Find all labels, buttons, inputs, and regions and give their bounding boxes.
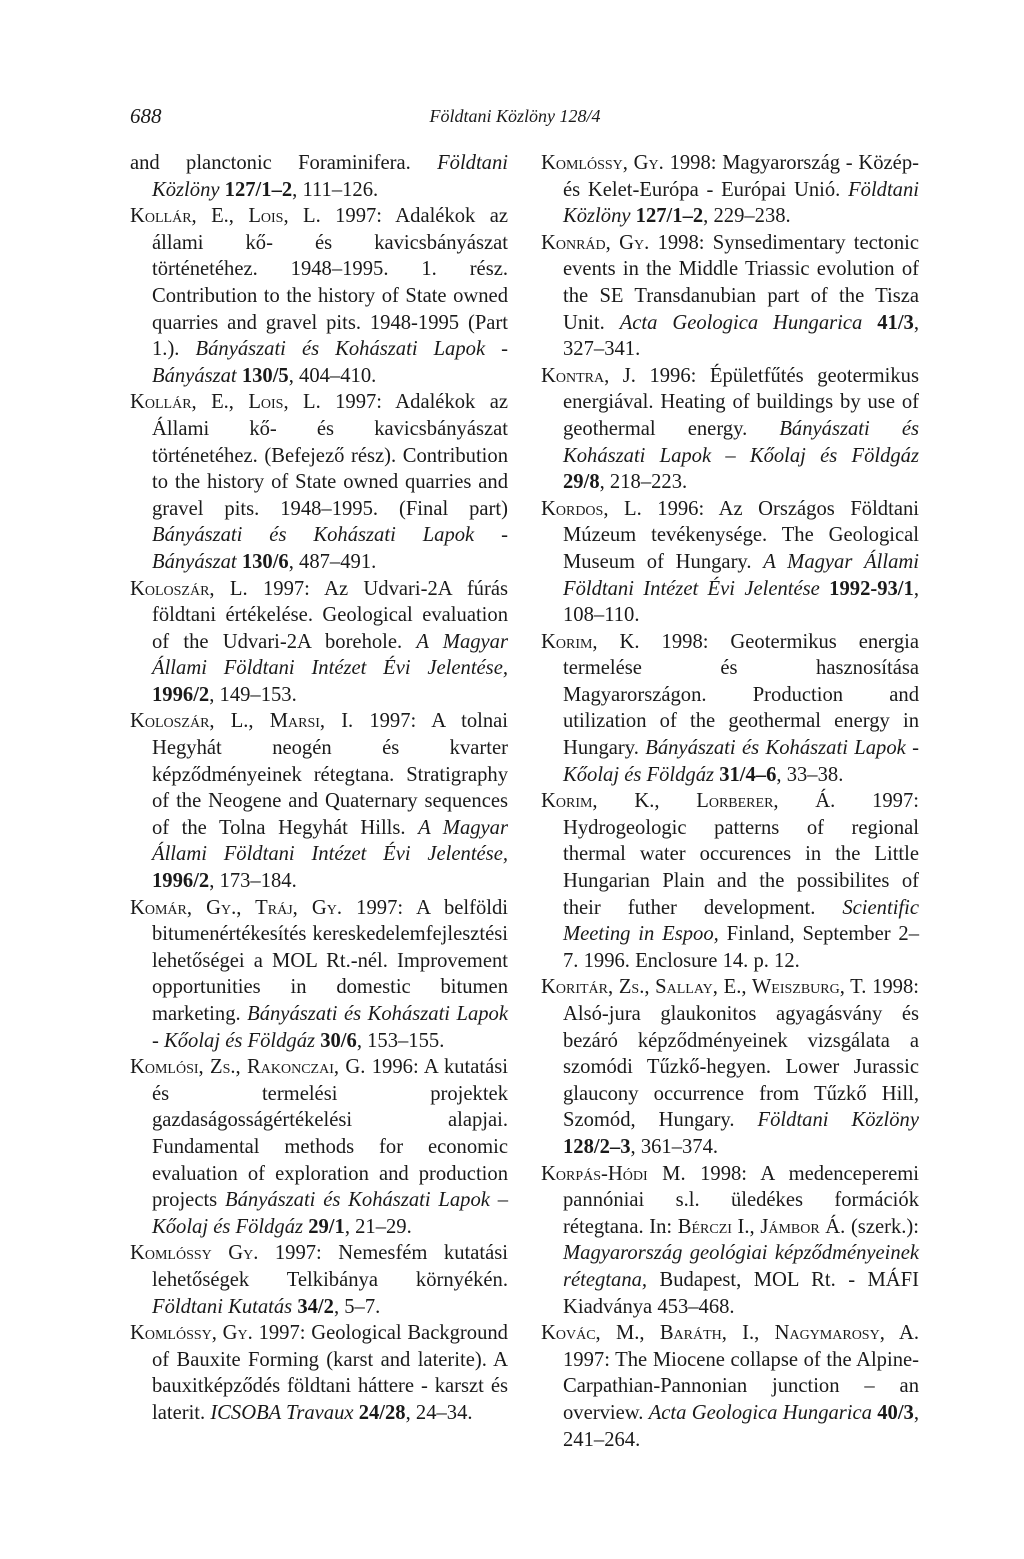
reference-journal: Magyarország geológiai képződményeinek rétegtana,	[563, 1242, 919, 1291]
reference-journal: Bányászati és Kohászati Lapok – Kőolaj és Földgáz	[152, 1189, 508, 1238]
reference-text: 1998: Magyarország - Közép- és Kelet-Európa - Európai Unió.	[563, 152, 919, 201]
reference-volume: 30/6	[320, 1029, 357, 1052]
reference-entry	[541, 1161, 919, 1321]
reference-authors: Korpás-Hódi M.	[541, 1162, 686, 1185]
reference-entry	[130, 1054, 508, 1240]
reference-entry	[541, 629, 919, 789]
reference-text: 1998: Geotermikus energia termelése és hasznosítása Magyarországon. Production and utilization of the geothermal energy in Hungary.	[563, 630, 919, 760]
reference-entry	[130, 1240, 508, 1320]
reference-volume: 130/6	[241, 550, 289, 573]
reference-authors: Komlósi, Zs., Rakonczai, G.	[130, 1056, 366, 1079]
reference-text: , 241–264.	[563, 1401, 920, 1451]
reference-authors: Komlóssy, Gy.	[541, 152, 664, 174]
reference-text: , 229–238.	[703, 205, 791, 228]
reference-authors: Koritár, Zs., Sallay, E., Weiszburg, T.	[541, 976, 867, 999]
reference-journal: ICSOBA Travaux	[210, 1401, 359, 1424]
reference-entry	[541, 230, 919, 363]
reference-text: , 327–341.	[563, 311, 919, 361]
reference-authors: Kollár, E., Lois, L.	[130, 205, 321, 228]
reference-text: 1997: Adalékok az állami kő- és kavicsbányászat történetéhez. 1948–1995. 1. rész. Contribution to the history of State owned quarries and gravel pits. 1948-1995 (Part 1.).	[152, 205, 508, 361]
reference-text: and planctonic Foraminifera.	[130, 152, 438, 174]
reference-text: , 361–374.	[630, 1135, 719, 1158]
reference-text: 1997: The Miocene collapse of the Alpine-Carpathian-Pannonian junction – an overview.	[563, 1348, 919, 1424]
reference-text: 1997: Nemesfém kutatási lehetőségek Telkibánya környékén.	[152, 1242, 508, 1291]
reference-journal: Földtani Közlöny	[152, 152, 508, 201]
page-number: 688	[130, 104, 162, 128]
reference-entry	[541, 150, 919, 230]
reference-entry	[130, 576, 508, 709]
reference-text: Finland, September 2–7. 1996. Enclosure 14. p. 12.	[563, 923, 919, 972]
reference-entry	[541, 788, 919, 974]
reference-volume: 1992-93/1	[829, 577, 914, 600]
reference-volume: 1996/2	[152, 683, 210, 706]
reference-text: , 21–29.	[344, 1215, 412, 1238]
reference-entry	[541, 1320, 919, 1453]
reference-entry	[541, 496, 919, 629]
running-head-journal-title: Földtani Közlöny 128/4	[429, 106, 601, 126]
reference-journal: Földtani Közlöny	[757, 1109, 919, 1132]
reference-journal: Bányászati és Kohászati Lapok - Bányászat	[152, 524, 508, 573]
reference-journal: Acta Geologica Hungarica	[619, 311, 878, 334]
reference-text: , 173–184.	[209, 870, 297, 893]
reference-entry	[130, 1320, 508, 1426]
reference-text: , 24–34.	[405, 1401, 473, 1424]
reference-volume: 24/28	[358, 1401, 406, 1424]
reference-volume: 34/2	[297, 1295, 334, 1318]
reference-volume: 130/5	[241, 364, 289, 387]
reference-volume: 127/1–2	[635, 205, 704, 228]
reference-text: 1998: Alsó-jura glaukonitos agyagásvány és bezáró képződményeinek vizsgálata a szomódi Tűzkő-hegyen. Lower Jurassic glaucony occurrence from Tűzkő Hill, Szomód, Hungary.	[563, 976, 919, 1132]
reference-text: , 111–126.	[292, 178, 379, 201]
reference-journal: A Magyar Állami Földtani Intézet Évi Jelentése,	[152, 816, 508, 866]
reference-journal: Bányászati és Kohászati Lapok - Kőolaj és Földgáz	[152, 1003, 508, 1052]
reference-volume: 29/8	[563, 471, 600, 494]
reference-text: , 218–223.	[599, 471, 688, 494]
reference-authors: Komlóssy Gy.	[130, 1242, 259, 1265]
reference-text: 1998: Synsedimentary tectonic events in the Middle Triassic evolution of the SE Transdanubian part of the Tisza Unit.	[563, 231, 919, 334]
reference-text: Budapest, MOL Rt. - MÁFI Kiadványa 453–468.	[563, 1268, 919, 1318]
reference-journal: Acta Geologica Hungarica	[648, 1401, 878, 1424]
reference-text: 1997: A tolnai Hegyhát neogén és kvarter képződményeinek rétegtana. Stratigraphy of the Neogene and Quaternary sequences of the Tolna Hegyhát Hills.	[152, 710, 508, 839]
reference-volume: 40/3	[877, 1401, 914, 1424]
reference-text: , 153–155.	[356, 1029, 445, 1052]
reference-authors: Kovác, M., Baráth, I., Nagymarosy, A.	[541, 1322, 919, 1345]
reference-entry	[130, 708, 508, 894]
page-header	[130, 104, 900, 134]
reference-authors: Kollár, E., Lois, L.	[130, 391, 321, 414]
reference-volume: 127/1–2	[224, 178, 293, 201]
reference-journal: Földtani Közlöny	[563, 178, 919, 228]
reference-journal: Földtani Kutatás	[152, 1295, 298, 1318]
reference-authors: Kordos, L.	[541, 497, 642, 520]
reference-journal: Bányászati és Kohászati Lapok – Kőolaj és Földgáz	[563, 417, 919, 467]
reference-journal: Bányászati és Kohászati Lapok - Kőolaj és Földgáz	[563, 737, 919, 786]
reference-journal: A Magyar Állami Földtani Intézet Évi Jelentése,	[152, 630, 508, 680]
reference-authors: Komlóssy, Gy.	[130, 1322, 253, 1345]
reference-authors: Korim, K., Lorberer, Á.	[541, 790, 836, 813]
reference-text: 1996: A kutatási és termelési projektek gazdaságosságértékelési alapjai. Fundamental methods for economic evaluation of exploration and production projects	[152, 1056, 508, 1212]
reference-text: (szerk.):	[845, 1215, 919, 1238]
reference-journal: Scientific Meeting in Espoo,	[563, 896, 919, 946]
reference-authors: Konrád, Gy.	[541, 231, 650, 254]
reference-column-right	[541, 150, 919, 1453]
reference-text: , 108–110.	[563, 577, 919, 627]
reference-entry	[541, 363, 919, 496]
reference-authors: Komár, Gy., Tráj, Gy.	[130, 896, 343, 919]
reference-authors: Kontra, J.	[541, 364, 636, 387]
reference-entry	[130, 389, 508, 575]
reference-authors: Bérczi I., Jámbor Á.	[677, 1215, 846, 1238]
reference-authors: Koloszár, L.	[130, 577, 248, 600]
reference-text: , 5–7.	[333, 1295, 381, 1318]
reference-text: 1997: Geological Background of Bauxite Forming (karst and laterite). A bauxitképződés földtani háttere - karszt és laterit.	[152, 1322, 508, 1424]
reference-entry	[130, 150, 508, 203]
reference-text: 1997: Adalékok az Állami kő- és kavicsbányászat történetéhez. (Befejező rész). Contribution to the history of State owned quarries and gravel pits. 1948–1995. (Final part)	[152, 391, 508, 520]
reference-text: 1997: A belföldi bitumenértékesítés kereskedelemfejlesztési lehetőségei a MOL Rt.-nél. Improvement opportunities in domestic bitumen marketing.	[152, 896, 508, 1025]
reference-volume: 41/3	[877, 311, 914, 334]
reference-text: , 404–410.	[288, 364, 377, 387]
reference-volume: 29/1	[308, 1215, 345, 1238]
reference-volume: 31/4–6	[719, 763, 777, 786]
reference-column-left	[130, 150, 508, 1427]
reference-text: , 149–153.	[209, 683, 297, 706]
reference-text: 1997: Hydrogeologic patterns of regional thermal water occurences in the Little Hungarian Plain and the possibilites of their futher development.	[563, 790, 919, 919]
reference-text: , 487–491.	[288, 550, 377, 573]
reference-journal: A Magyar Állami Földtani Intézet Évi Jelentése	[563, 550, 919, 600]
reference-volume: 128/2–3	[563, 1135, 631, 1158]
reference-volume: 1996/2	[152, 870, 210, 893]
reference-authors: Korim, K.	[541, 630, 640, 653]
reference-authors: Koloszár, L., Marsi, I.	[130, 710, 354, 733]
reference-journal: Bányászati és Kohászati Lapok - Bányászat	[152, 338, 508, 387]
reference-text: 1997: Az Udvari-2A fúrás földtani értékelése. Geological evaluation of the Udvari-2A borehole.	[152, 577, 508, 653]
reference-text: 1996: Az Országos Földtani Múzeum tevékenysége. The Geological Museum of Hungary.	[563, 497, 919, 573]
reference-text: 1998: A medenceperemi pannóniai s.l. üledékes formációk rétegtana. In:	[563, 1162, 919, 1238]
reference-entry	[541, 974, 919, 1160]
reference-text: 1996: Épületfűtés geotermikus energiával. Heating of buildings by use of geothermal energy.	[563, 364, 919, 440]
reference-text: , 33–38.	[776, 763, 844, 786]
reference-entry	[130, 203, 508, 389]
reference-entry	[130, 895, 508, 1055]
